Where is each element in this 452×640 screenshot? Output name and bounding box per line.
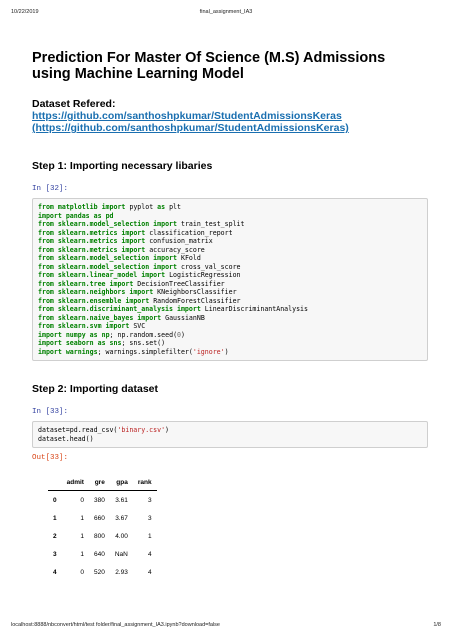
code-line [38, 280, 422, 289]
code-keyword: import [121, 237, 146, 245]
code-text: ; np.random.seed( [109, 330, 178, 339]
table-row [48, 563, 157, 581]
code-keyword: import [105, 322, 130, 330]
code-line [38, 288, 422, 297]
code-text: pyplot [125, 203, 158, 211]
column-header-rank: rank [133, 474, 157, 491]
code-keyword: from [38, 203, 54, 211]
code-cell-load-dataset[interactable] [32, 421, 428, 448]
code-line [38, 203, 422, 212]
code-string: 'binary.csv' [117, 426, 166, 434]
code-keyword: import [125, 296, 150, 305]
code-line [38, 237, 422, 246]
table-row [48, 545, 157, 563]
code-text: ; warnings.simplefilter( [97, 347, 193, 356]
code-keyword: from [38, 237, 54, 245]
table-row [48, 509, 157, 527]
code-module: sklearn.neighbors [57, 288, 126, 296]
code-line [38, 305, 422, 314]
code-keyword: import [137, 313, 162, 322]
code-module: matplotlib [57, 203, 98, 211]
table-cell: 2.93 [115, 568, 128, 576]
code-line [38, 246, 422, 255]
table-cell: 640 [93, 550, 105, 558]
code-keyword: import [121, 245, 146, 254]
input-prompt: In [33]: [32, 408, 69, 416]
table-cell: 1 [80, 514, 84, 522]
code-module: numpy [65, 330, 86, 339]
column-header-admit: admit [62, 474, 89, 491]
code-line [38, 212, 422, 221]
print-url: localhost:8888/nbconvert/html/test folder/final_assignment_IA3.ipynb?download=false [11, 622, 220, 628]
table-cell: 660 [93, 514, 105, 522]
table-cell: 800 [93, 532, 105, 540]
code-keyword: import [38, 211, 62, 220]
dataframe-table [48, 474, 157, 581]
code-line [38, 314, 422, 323]
code-keyword: import [153, 254, 177, 262]
code-module: pd [105, 211, 114, 220]
code-module: np [101, 330, 110, 339]
code-module: sklearn.metrics [57, 245, 118, 254]
code-keyword: from [38, 245, 54, 254]
code-keyword: import [38, 347, 62, 356]
code-text: ) [224, 347, 229, 356]
table-cell: 4 [147, 568, 152, 576]
code-keyword: from [38, 279, 54, 288]
table-row [48, 491, 157, 510]
code-line [38, 220, 422, 229]
code-line [38, 297, 422, 306]
input-prompt: In [32]: [32, 185, 69, 193]
code-text: classification_report [145, 228, 233, 237]
code-keyword: import [141, 271, 166, 279]
code-text: train_test_split [177, 220, 245, 228]
row-index: 2 [53, 532, 57, 540]
code-text: accuracy_score [145, 245, 205, 254]
code-text: plt [165, 203, 181, 211]
code-text: ) [165, 426, 170, 434]
row-index: 0 [53, 496, 57, 504]
code-keyword: import [109, 279, 134, 288]
code-text: DecisionTreeClassifier [133, 279, 225, 288]
code-keyword: from [38, 296, 54, 305]
code-module: sklearn.svm [57, 322, 102, 330]
step1-heading: Step 1: Importing necessary libaries [32, 160, 213, 172]
code-text: KFold [177, 254, 201, 262]
code-keyword: import [101, 203, 126, 211]
code-module: sklearn.ensemble [57, 296, 122, 305]
code-keyword: from [38, 322, 54, 330]
table-cell: 380 [93, 496, 105, 504]
column-header-gre: gre [89, 474, 110, 491]
code-text: LogisticRegression [165, 271, 241, 279]
table-cell: 3 [147, 514, 152, 522]
column-header-gpa: gpa [110, 474, 133, 491]
code-keyword: import [38, 339, 62, 347]
table-cell: 0 [80, 496, 84, 504]
code-keyword: from [38, 228, 54, 237]
code-keyword: from [38, 254, 54, 262]
index-header [48, 474, 62, 491]
code-keyword: from [38, 305, 54, 313]
page-number: 1/8 [433, 622, 441, 628]
code-module: sklearn.metrics [57, 228, 118, 237]
code-number: 0 [177, 330, 182, 339]
code-module: sklearn.model_selection [57, 262, 150, 271]
step2-heading: Step 2: Importing dataset [32, 383, 159, 395]
code-keyword: import [153, 262, 177, 271]
code-line [38, 426, 422, 435]
table-cell: 3 [147, 496, 152, 504]
print-date: 10/22/2019 [11, 9, 39, 15]
code-text: ; sns.set() [121, 339, 166, 347]
code-keyword: from [38, 262, 54, 271]
code-line [38, 263, 422, 272]
code-keyword: import [176, 305, 201, 313]
table-cell: 4 [147, 550, 152, 558]
print-footer [11, 622, 441, 628]
code-keyword: as [157, 203, 166, 211]
code-keyword: as [89, 330, 98, 339]
code-string: 'ignore' [192, 347, 225, 356]
code-keyword: import [129, 288, 154, 296]
code-text: confusion_matrix [145, 237, 213, 245]
code-line [38, 254, 422, 263]
dataset-link-text[interactable]: (https://github.com/santhoshpkumar/StudentAdmissionsKeras) [32, 122, 349, 134]
code-module: sklearn.tree [57, 279, 106, 288]
code-cell-imports[interactable] [32, 198, 428, 361]
table-cell: 0 [80, 568, 84, 576]
code-line [38, 322, 422, 331]
table-cell: 3.61 [115, 496, 128, 504]
code-text: dataset=pd.read_csv( [38, 426, 118, 434]
code-module: sns [109, 339, 122, 347]
code-line [38, 435, 422, 444]
table-cell: NaN [114, 550, 128, 558]
code-module: warnings [65, 347, 98, 356]
code-text: GaussianNB [161, 313, 205, 322]
code-module: sklearn.linear_model [57, 271, 138, 279]
code-keyword: import [121, 228, 146, 237]
table-cell: 1 [80, 550, 84, 558]
code-line [38, 331, 422, 340]
dataset-heading: Dataset Refered: [32, 98, 116, 110]
code-line [38, 229, 422, 238]
code-module: sklearn.metrics [57, 237, 118, 245]
code-text: dataset.head() [38, 434, 94, 443]
row-index: 4 [53, 568, 57, 576]
table-cell: 1 [80, 532, 84, 540]
print-title: final_assignment_IA3 [199, 9, 253, 15]
table-cell: 1 [147, 532, 152, 540]
row-index: 3 [53, 550, 57, 558]
output-prompt: Out[33]: [32, 454, 69, 462]
code-keyword: from [38, 271, 54, 279]
code-keyword: as [97, 339, 106, 347]
code-text: cross_val_score [177, 262, 241, 271]
row-index: 1 [53, 514, 57, 522]
code-keyword: import [38, 330, 62, 339]
code-line [38, 271, 422, 280]
code-keyword: import [153, 220, 177, 228]
table-row [48, 527, 157, 545]
code-keyword: from [38, 288, 54, 296]
code-text: KNeighborsClassifier [153, 288, 237, 296]
table-cell: 3.67 [115, 514, 128, 522]
page-title: Prediction For Master Of Science (M.S) Admissions using Machine Learning Model [32, 50, 386, 82]
table-cell: 4.00 [115, 532, 128, 540]
table-cell: 520 [93, 568, 105, 576]
code-text: RandomForestClassifier [149, 296, 241, 305]
code-module: sklearn.naive_bayes [57, 313, 134, 322]
dataset-link[interactable]: https://github.com/santhoshpkumar/StudentAdmissionsKeras [32, 110, 342, 122]
code-module: sklearn.model_selection [57, 220, 150, 228]
code-keyword: from [38, 313, 54, 322]
code-text: ) [181, 330, 186, 339]
code-line [38, 339, 422, 348]
code-keyword: as [93, 211, 102, 220]
code-text: LinearDiscriminantAnalysis [200, 305, 308, 313]
code-keyword: from [38, 220, 54, 228]
code-module: sklearn.discriminant_analysis [57, 305, 173, 313]
code-module: seaborn [65, 339, 94, 347]
code-module: pandas [65, 211, 90, 220]
code-text: SVC [129, 322, 146, 330]
code-module: sklearn.model_selection [57, 254, 150, 262]
code-line [38, 348, 422, 357]
table-header-row [48, 474, 157, 491]
notebook-content [32, 50, 428, 581]
